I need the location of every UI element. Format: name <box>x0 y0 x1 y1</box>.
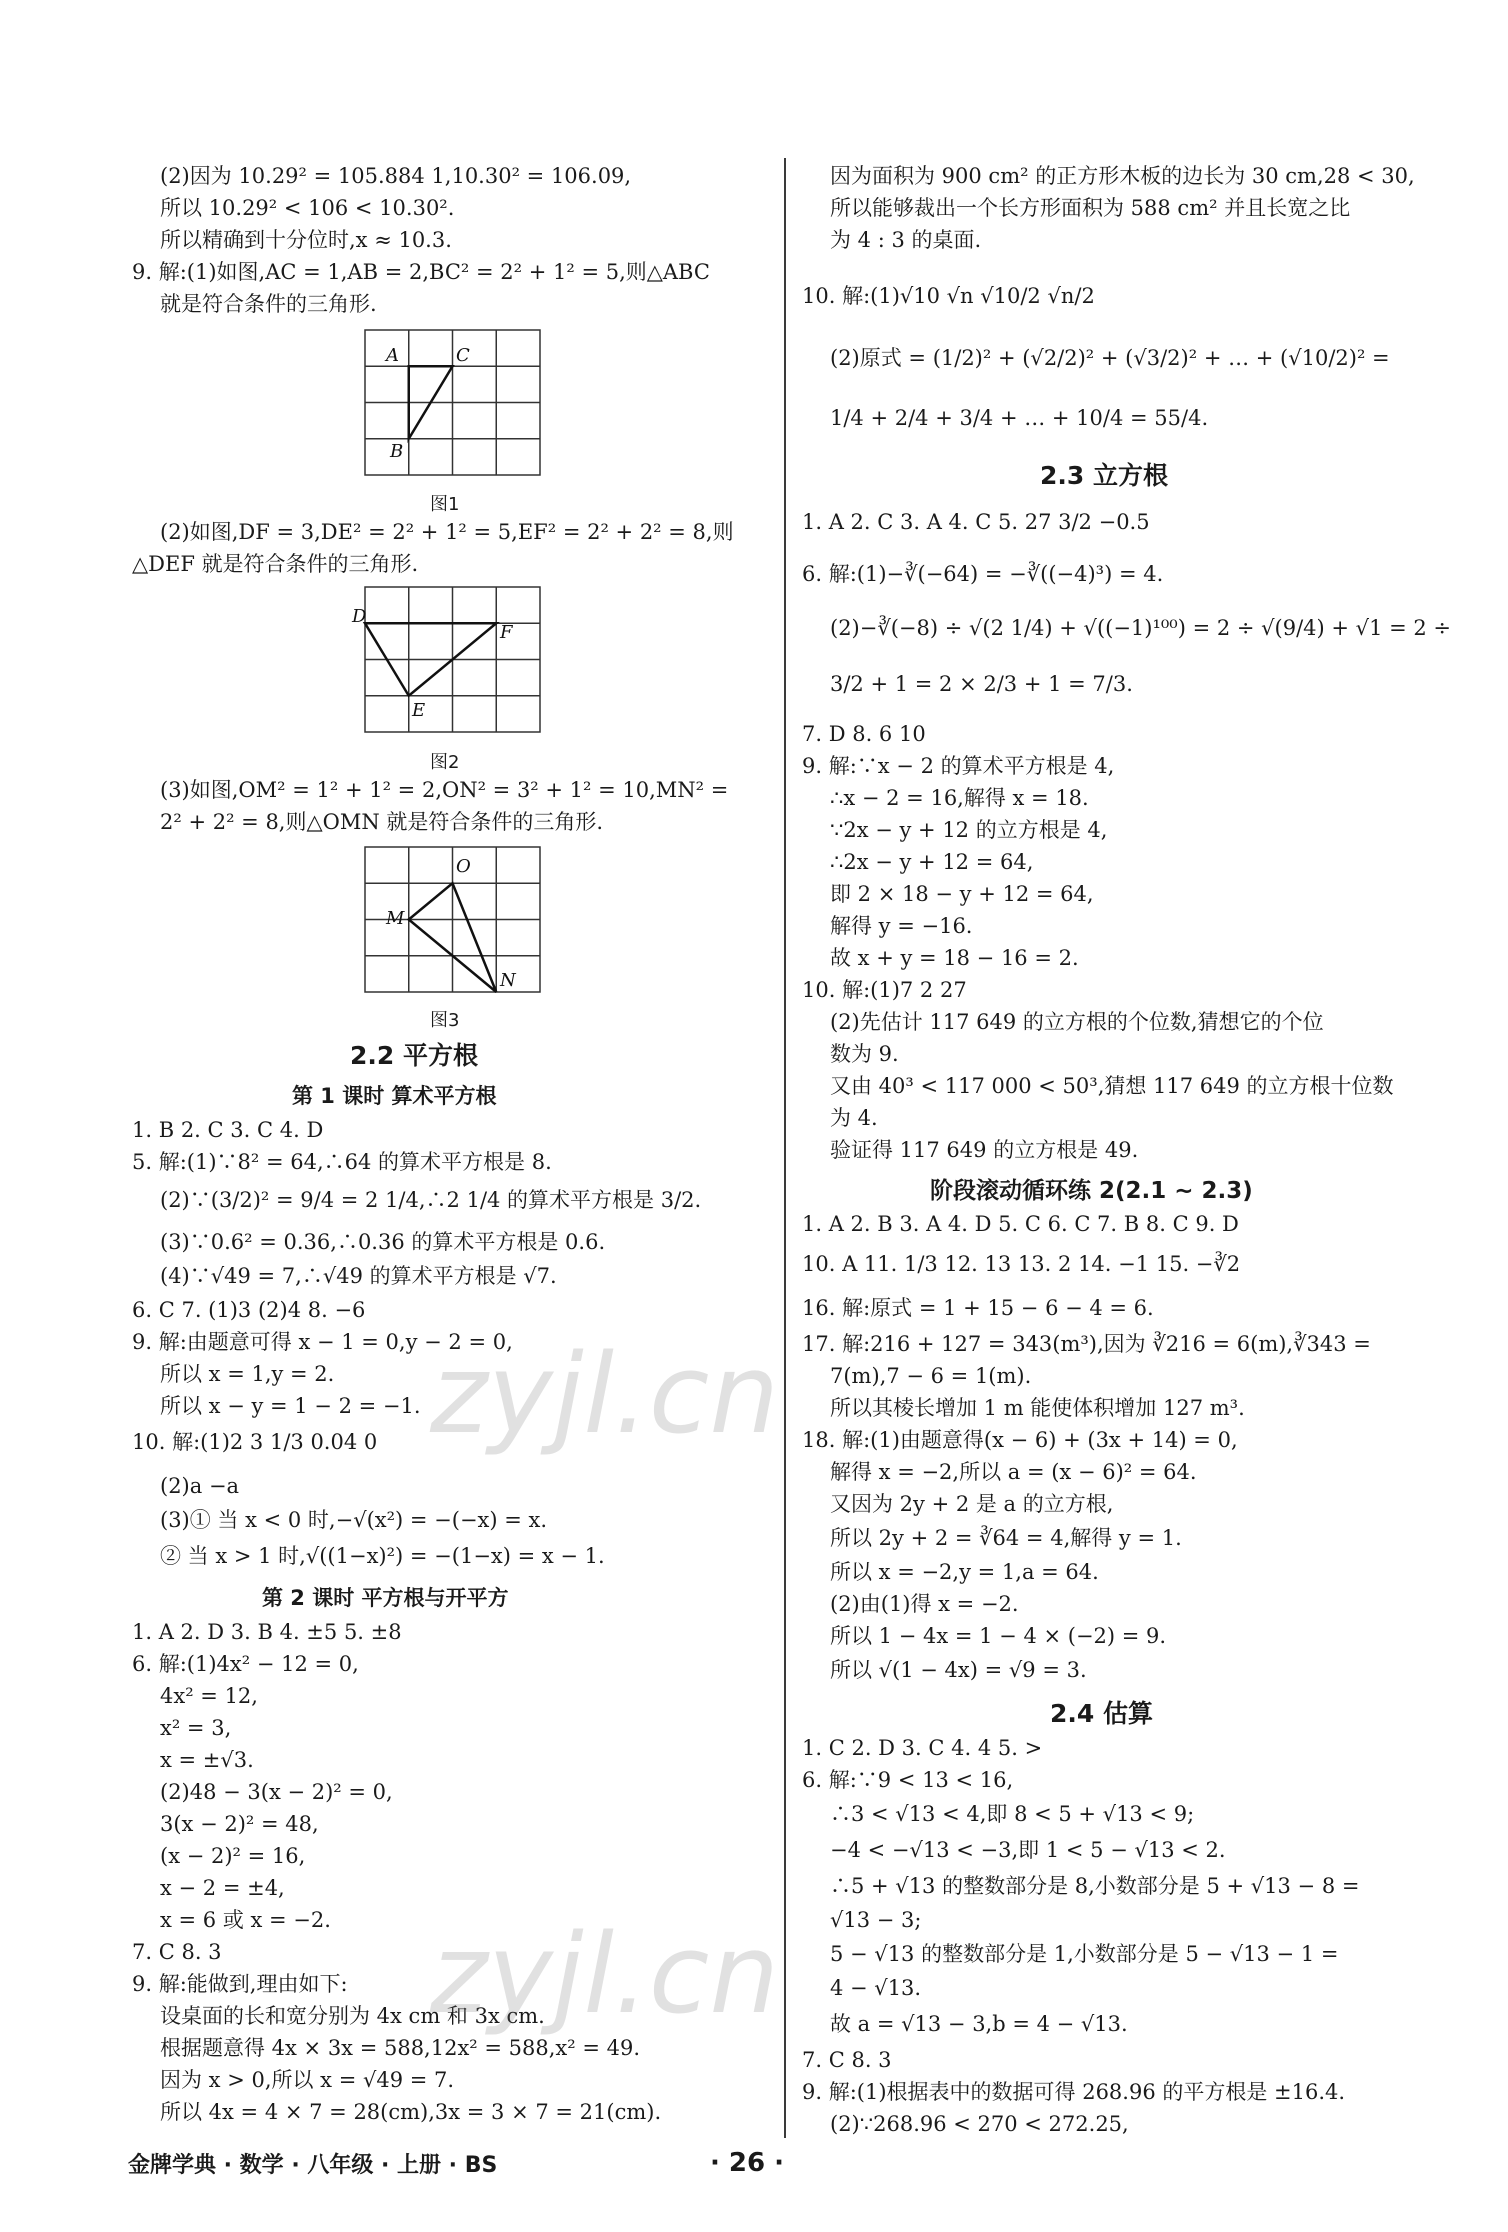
text-line: 所以精确到十分位时,x ≈ 10.3. <box>160 228 452 252</box>
text-line: (2)由(1)得 x = −2. <box>830 1592 1019 1616</box>
figure-2-caption: 图2 <box>430 752 460 773</box>
text-line: 所以 √(1 − 4x) = √9 = 3. <box>830 1658 1087 1682</box>
text-line: ∴3 < √13 < 4,即 8 < 5 + √13 < 9; <box>830 1802 1195 1826</box>
text-line: (2)−∛(−8) ÷ √(2 1/4) + √((−1)¹⁰⁰) = 2 ÷ √(9/4) + √1 = 2 ÷ <box>830 616 1452 640</box>
text-line: (2)∵(3/2)² = 9/4 = 2 1/4,∴2 1/4 的算术平方根是 3/2. <box>160 1188 702 1212</box>
text-line: 9. 解:(1)如图,AC = 1,AB = 2,BC² = 2² + 1² = 5,则△ABC <box>132 260 710 284</box>
text-line: (2)48 − 3(x − 2)² = 0, <box>160 1780 393 1804</box>
section-heading-2-3: 2.3 立方根 <box>1040 461 1168 490</box>
text-line: 7. C 8. 3 <box>132 1940 222 1964</box>
text-line: (3)∵0.6² = 0.36,∴0.36 的算术平方根是 0.6. <box>160 1230 606 1254</box>
text-line: 10. A 11. 1/3 12. 13 13. 2 14. −1 15. −∛2 <box>802 1252 1241 1276</box>
text-line: x − 2 = ±4, <box>160 1876 285 1900</box>
text-line: x = 6 或 x = −2. <box>160 1908 331 1932</box>
text-line: (2)原式 = (1/2)² + (√2/2)² + (√3/2)² + … + (√10/2)² = <box>830 346 1390 370</box>
text-line: 16. 解:原式 = 1 + 15 − 6 − 4 = 6. <box>802 1296 1154 1320</box>
text-line: √13 − 3; <box>830 1908 922 1932</box>
text-line: 1. A 2. B 3. A 4. D 5. C 6. C 7. B 8. C 9. D <box>802 1212 1239 1236</box>
figure-1-caption: 图1 <box>430 494 460 515</box>
text-line: △DEF 就是符合条件的三角形. <box>132 552 419 576</box>
text-line: 7(m),7 − 6 = 1(m). <box>830 1364 1032 1388</box>
text-line: (4)∵√49 = 7,∴√49 的算术平方根是 √7. <box>160 1264 557 1288</box>
text-line: ∵2x − y + 12 的立方根是 4, <box>830 818 1108 842</box>
watermark: zyjl.cn <box>430 1330 780 1458</box>
text-line: 解得 x = −2,所以 a = (x − 6)² = 64. <box>830 1460 1197 1484</box>
text-line: 设桌面的长和宽分别为 4x cm 和 3x cm. <box>160 2004 545 2028</box>
text-line: 因为 x > 0,所以 x = √49 = 7. <box>160 2068 455 2092</box>
text-line: ② 当 x > 1 时,√((1−x)²) = −(1−x) = x − 1. <box>160 1544 605 1568</box>
text-line: (2)a −a <box>160 1474 240 1498</box>
text-line: ∴5 + √13 的整数部分是 8,小数部分是 5 + √13 − 8 = <box>830 1874 1360 1898</box>
text-line: 又因为 2y + 2 是 a 的立方根, <box>830 1492 1114 1516</box>
text-line: 故 x + y = 18 − 16 = 2. <box>830 946 1079 970</box>
text-line: 10. 解:(1)√10 √n √10/2 √n/2 <box>802 284 1095 308</box>
text-line: 4x² = 12, <box>160 1684 258 1708</box>
text-line: 为 4. <box>830 1106 878 1130</box>
text-line: 所以 1 − 4x = 1 − 4 × (−2) = 9. <box>830 1624 1167 1648</box>
text-line: (3)① 当 x < 0 时,−√(x²) = −(−x) = x. <box>160 1508 548 1532</box>
text-line: 3/2 + 1 = 2 × 2/3 + 1 = 7/3. <box>830 672 1133 696</box>
text-line: 6. C 7. (1)3 (2)4 8. −6 <box>132 1298 366 1322</box>
text-line: 根据题意得 4x × 3x = 588,12x² = 588,x² = 49. <box>160 2036 641 2060</box>
fig2-label-e: E <box>412 700 426 721</box>
text-line: (2)∵268.96 < 270 < 272.25, <box>830 2112 1129 2136</box>
text-line: 所以 2y + 2 = ∛64 = 4,解得 y = 1. <box>830 1526 1182 1550</box>
text-line: 6. 解:(1)4x² − 12 = 0, <box>132 1652 359 1676</box>
lesson-heading-2: 第 2 课时 平方根与开平方 <box>262 1586 509 1610</box>
fig3-label-n: N <box>500 970 516 991</box>
text-line: 解得 y = −16. <box>830 914 973 938</box>
text-line: −4 < −√13 < −3,即 1 < 5 − √13 < 2. <box>830 1838 1226 1862</box>
text-line: 5 − √13 的整数部分是 1,小数部分是 5 − √13 − 1 = <box>830 1942 1339 1966</box>
fig3-label-m: M <box>386 908 405 929</box>
text-line: 1. C 2. D 3. C 4. 4 5. > <box>802 1736 1043 1760</box>
text-line: 2² + 2² = 8,则△OMN 就是符合条件的三角形. <box>160 810 604 834</box>
text-line: 17. 解:216 + 127 = 343(m³),因为 ∛216 = 6(m),∛343 = <box>802 1332 1371 1356</box>
text-line: (x − 2)² = 16, <box>160 1844 306 1868</box>
text-line: 5. 解:(1)∵8² = 64,∴64 的算术平方根是 8. <box>132 1150 552 1174</box>
text-line: 7. C 8. 3 <box>802 2048 892 2072</box>
stage-review-heading: 阶段滚动循环练 2(2.1 ~ 2.3) <box>930 1178 1253 1204</box>
text-line: 就是符合条件的三角形. <box>160 292 377 316</box>
text-line: 3(x − 2)² = 48, <box>160 1812 319 1836</box>
text-line: 6. 解:(1)−∛(−64) = −∛((−4)³) = 4. <box>802 562 1164 586</box>
text-line: 1. B 2. C 3. C 4. D <box>132 1118 324 1142</box>
figure-1-grid <box>360 325 550 485</box>
text-line: 所以 x − y = 1 − 2 = −1. <box>160 1394 421 1418</box>
figure-3-caption: 图3 <box>430 1010 460 1031</box>
text-line: 4 − √13. <box>830 1976 922 2000</box>
text-line: 又由 40³ < 117 000 < 50³,猜想 117 649 的立方根十位数 <box>830 1074 1394 1098</box>
text-line: (2)先估计 117 649 的立方根的个位数,猜想它的个位 <box>830 1010 1324 1034</box>
fig3-label-o: O <box>456 856 471 877</box>
fig2-label-f: F <box>500 622 513 643</box>
text-line: 6. 解:∵9 < 13 < 16, <box>802 1768 1014 1792</box>
text-line: 所以 10.29² < 106 < 10.30². <box>160 196 455 220</box>
fig1-label-c: C <box>456 345 470 366</box>
text-line: x² = 3, <box>160 1716 232 1740</box>
text-line: 1/4 + 2/4 + 3/4 + … + 10/4 = 55/4. <box>830 406 1209 430</box>
text-line: (2)如图,DF = 3,DE² = 2² + 1² = 5,EF² = 2² + 2² = 8,则 <box>160 520 734 544</box>
column-divider <box>784 158 786 2138</box>
text-line: 为 4 : 3 的桌面. <box>830 228 982 252</box>
text-line: 因为面积为 900 cm² 的正方形木板的边长为 30 cm,28 < 30, <box>830 164 1415 188</box>
section-heading-2-2: 2.2 平方根 <box>350 1041 478 1070</box>
text-line: 故 a = √13 − 3,b = 4 − √13. <box>830 2012 1128 2036</box>
text-line: 9. 解:∵x − 2 的算术平方根是 4, <box>802 754 1115 778</box>
text-line: 9. 解:(1)根据表中的数据可得 268.96 的平方根是 ±16.4. <box>802 2080 1346 2104</box>
fig2-label-d: D <box>352 606 367 627</box>
page-number: · 26 · <box>710 2148 785 2178</box>
figure-3-grid <box>360 842 550 1002</box>
fig1-label-a: A <box>386 345 399 366</box>
text-line: 1. A 2. C 3. A 4. C 5. 27 3/2 −0.5 <box>802 510 1150 534</box>
text-line: 所以 x = 1,y = 2. <box>160 1362 335 1386</box>
text-line: 18. 解:(1)由题意得(x − 6) + (3x + 14) = 0, <box>802 1428 1238 1452</box>
text-line: x = ±√3. <box>160 1748 254 1772</box>
text-line: 即 2 × 18 − y + 12 = 64, <box>830 882 1094 906</box>
text-line: 所以 4x = 4 × 7 = 28(cm),3x = 3 × 7 = 21(cm). <box>160 2100 662 2124</box>
text-line: (3)如图,OM² = 1² + 1² = 2,ON² = 3² + 1² = 10,MN² = <box>160 778 729 802</box>
text-line: 所以 x = −2,y = 1,a = 64. <box>830 1560 1099 1584</box>
lesson-heading-1: 第 1 课时 算术平方根 <box>292 1084 497 1108</box>
footer-book-info: 金牌学典 · 数学 · 八年级 · 上册 · BS <box>128 2153 498 2178</box>
text-line: 1. A 2. D 3. B 4. ±5 5. ±8 <box>132 1620 402 1644</box>
text-line: 验证得 117 649 的立方根是 49. <box>830 1138 1139 1162</box>
figure-2-grid <box>352 582 550 742</box>
text-line: 所以能够裁出一个长方形面积为 588 cm² 并且长宽之比 <box>830 196 1351 220</box>
text-line: 7. D 8. 6 10 <box>802 722 926 746</box>
fig1-label-b: B <box>390 441 404 462</box>
section-heading-2-4: 2.4 估算 <box>1050 1699 1153 1728</box>
text-line: ∴2x − y + 12 = 64, <box>830 850 1034 874</box>
text-line: 10. 解:(1)7 2 27 <box>802 978 967 1002</box>
text-line: 10. 解:(1)2 3 1/3 0.04 0 <box>132 1430 378 1454</box>
text-line: 9. 解:由题意可得 x − 1 = 0,y − 2 = 0, <box>132 1330 513 1354</box>
text-line: ∴x − 2 = 16,解得 x = 18. <box>830 786 1089 810</box>
text-line: 所以其棱长增加 1 m 能使体积增加 127 m³. <box>830 1396 1245 1420</box>
text-line: 数为 9. <box>830 1042 899 1066</box>
text-line: 9. 解:能做到,理由如下: <box>132 1972 348 1996</box>
text-line: (2)因为 10.29² = 105.884 1,10.30² = 106.09, <box>160 164 632 188</box>
watermark: zyjl.cn <box>430 1910 780 2038</box>
